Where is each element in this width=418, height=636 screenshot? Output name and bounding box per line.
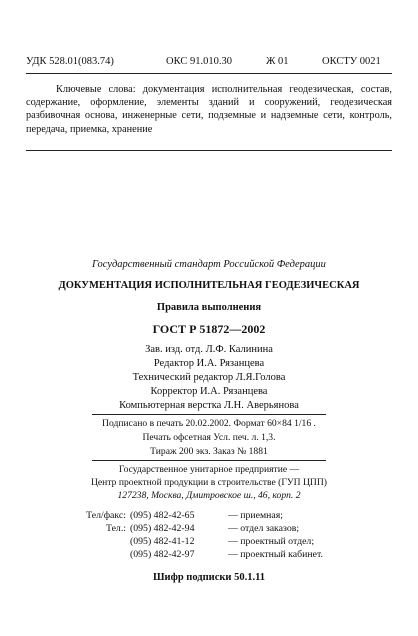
credit-line: Зав. изд. отд. Л.Ф. Калинина xyxy=(145,344,273,355)
phone-row xyxy=(82,510,283,521)
phone-row xyxy=(82,536,314,547)
phone-row xyxy=(82,523,299,534)
print-sheets: Печать офсетная Усл. печ. л. 1,3. xyxy=(142,432,276,443)
credit-line: Технический редактор Л.Я.Голова xyxy=(132,372,286,383)
print-run: Тираж 200 экз. Заказ № 1881 xyxy=(150,446,268,457)
credit-line: Компьютерная верстка Л.Н. Аверьянова xyxy=(119,400,299,411)
okstu-code: ОКСТУ 0021 xyxy=(322,56,381,67)
oks-code: ОКС 91.010.30 xyxy=(166,56,232,67)
print-signed: Подписано в печать 20.02.2002. Формат 60×84 1/16 . xyxy=(102,418,316,429)
keywords-paragraph: Ключевые слова: документация исполнительная геодезическая, состав, содержание, оформление, элементы зданий и сооружений, геодезическая разбивочная основа, инженерные сети, подземные и надземные сети, контроль, передача, приемка, хранение xyxy=(26,84,392,135)
udk-code: УДК 528.01(083.74) xyxy=(26,56,114,67)
phone-dept: — приемная; xyxy=(228,510,283,521)
credit-line: Корректор И.А. Рязанцева xyxy=(150,386,268,397)
credits-rule xyxy=(92,414,326,415)
top-rule xyxy=(26,73,392,74)
standard-number: ГОСТ Р 51872—2002 xyxy=(152,322,266,336)
print-rule xyxy=(92,460,326,461)
phone-label: Тел.: xyxy=(105,523,126,534)
phone-number: (095) 482-42-94 xyxy=(130,523,195,534)
keywords-rule xyxy=(26,150,392,151)
zh-code: Ж 01 xyxy=(266,56,289,67)
publisher-line2: Центр проектной продукции в строительстве (ГУП ЦПП) xyxy=(91,477,327,488)
phone-number: (095) 482-42-97 xyxy=(130,549,195,560)
standard-header: Государственный стандарт Российской Федерации xyxy=(92,259,326,270)
phone-dept: — отдел заказов; xyxy=(228,523,300,534)
phone-dept: — проектный отдел; xyxy=(228,536,315,547)
publisher-address: 127238, Москва, Дмитровское ш., 46, корп. 2 xyxy=(117,490,301,501)
phone-dept: — проектный кабинет. xyxy=(228,549,323,560)
phone-number: (095) 482-42-65 xyxy=(130,510,195,521)
phone-label: Тел/факс: xyxy=(86,510,126,521)
publisher-line1: Государственное унитарное предприятие — xyxy=(118,464,300,475)
phone-row xyxy=(82,549,323,560)
standard-title: ДОКУМЕНТАЦИЯ ИСПОЛНИТЕЛЬНАЯ ГЕОДЕЗИЧЕСКАЯ xyxy=(58,280,360,291)
subscription-cipher: Шифр подписки 50.1.11 xyxy=(152,572,266,583)
phone-number: (095) 482-41-12 xyxy=(130,536,195,547)
standard-subtitle: Правила выполнения xyxy=(156,302,262,313)
credit-line: Редактор И.А. Рязанцева xyxy=(153,358,265,369)
